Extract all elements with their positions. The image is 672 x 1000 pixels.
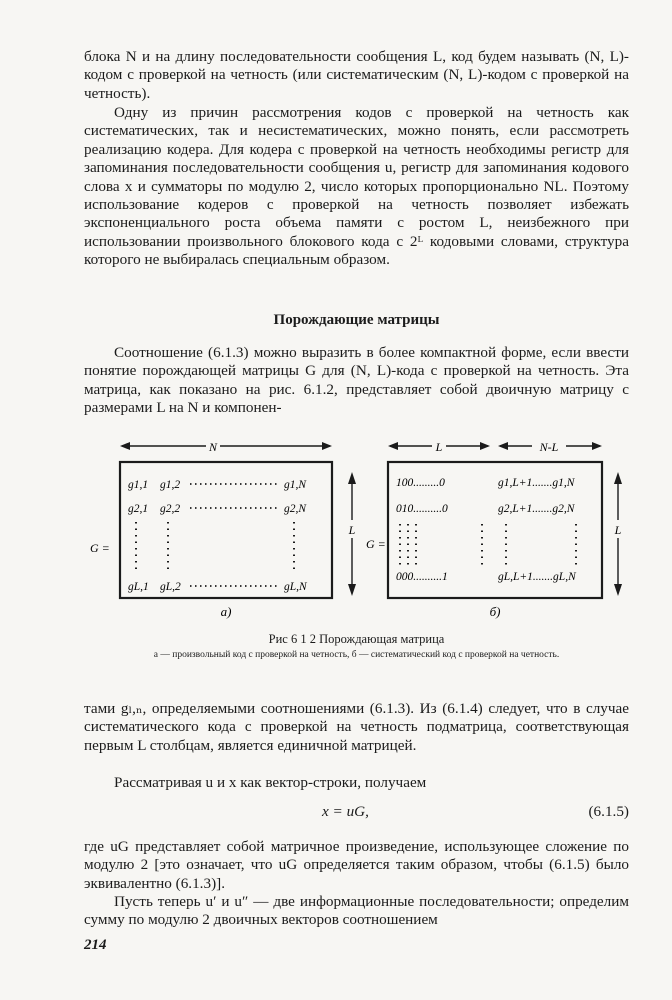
identity-row-1: 100.........0 (396, 477, 445, 489)
paragraph-1: блока N и на длину последовательности сообщения L, код будем называть (N, L)-кодом с проверкой на четность (или систематическим (N, L)-кодом с проверкой на четность). (84, 48, 629, 102)
width-label-N-L: N-L (539, 440, 559, 454)
cell-g21: g2,1 (128, 503, 149, 515)
cell-g12: g1,2 (160, 479, 181, 491)
figure-caption: Рис 6 1 2 Порождающая матрица (268, 632, 445, 646)
cell-gL2: gL,2 (160, 581, 181, 593)
equation-number: (6.1.5) (588, 803, 629, 820)
paragraph-2: Одну из причин рассмотрения кодов с проверкой на четность как систематических, так и несистематических, можно понять, если рассмотреть реализацию кодера. Для кодера с проверкой на четность необходимы регистр для запоминания последовательности сообщения u, регистр для запоминания кодового слова x и сумматоры по модулю 2, число которых пропорционально NL. Поэтому использование кодеров с проверкой на четность позволяет избежать экспоненциального роста объема памяти с ростом L, неизбежного при использовании произвольного блокового кода с 2ᴸ кодовыми словами, структура которого не выбиралась специальным образом. (84, 104, 629, 269)
section-heading: Порождающие матрицы (273, 312, 440, 328)
paragraph-7: Пусть теперь u′ и u″ — две информационные последовательности; определим сумму по модулю 2 двоичных векторов соотношением (84, 893, 629, 929)
paragraph-3: Соотношение (6.1.3) можно выразить в более компактной форме, если ввести понятие порождающей матрицы G для (N, L)-кода с проверкой на четность. Эта матрица, как показано на рис. 6.1.2, представляет собой двоичную матрицу с размерами L на N и компонен- (84, 344, 629, 417)
matrix-label-b: G = (366, 537, 386, 551)
matrix-a (90, 437, 359, 619)
page-number: 214 (84, 937, 107, 953)
width-label-N: N (208, 440, 218, 454)
cell-g11: g1,1 (128, 479, 149, 491)
matrix-b (366, 437, 625, 619)
identity-row-L: 000..........1 (396, 571, 448, 583)
matrix-diagram (90, 432, 630, 632)
cell-gLN: gL,N (284, 581, 307, 593)
paragraph-6: где uG представляет собой матричное произведение, использующее сложение по модулю 2 [это означает, что uG определяется таким образом, чтобы (6.1.5) было эквивалентно (6.1.3)]. (84, 838, 629, 892)
figure-caption-subtitle: а — произвольный код с проверкой на четность, б — систематический код с проверкой на четность. (153, 650, 560, 660)
cell-g22: g2,2 (160, 503, 181, 515)
paragraph-4: тами gₗ,ₙ, определяемыми соотношениями (6.1.3). Из (6.1.4) следует, что в случае систематического кода с проверкой на четность подматрица, соответствующая первым L столбцам, является единичной матрицей. (84, 700, 629, 754)
height-label-b: L (614, 523, 622, 537)
matrix-label-a: G = (90, 541, 110, 555)
sublabel-a: а) (220, 604, 232, 619)
width-label-L: L (435, 440, 443, 454)
paragraph-5: Рассматривая u и x как вектор-строки, получаем (114, 774, 427, 791)
sublabel-b: б) (489, 604, 501, 619)
identity-row-2: 010..........0 (396, 503, 448, 515)
cell-g1N: g1,N (284, 479, 307, 491)
equation-formula: x = uG, (322, 803, 369, 820)
height-label-a: L (348, 523, 356, 537)
parity-row-2: g2,L+1.......g2,N (498, 503, 575, 515)
cell-g2N: g2,N (284, 503, 307, 515)
cell-gL1: gL,1 (128, 581, 149, 593)
figure-generator-matrix (90, 432, 630, 632)
parity-row-1: g1,L+1.......g1,N (498, 477, 575, 489)
parity-row-L: gL,L+1.......gL,N (498, 571, 576, 583)
